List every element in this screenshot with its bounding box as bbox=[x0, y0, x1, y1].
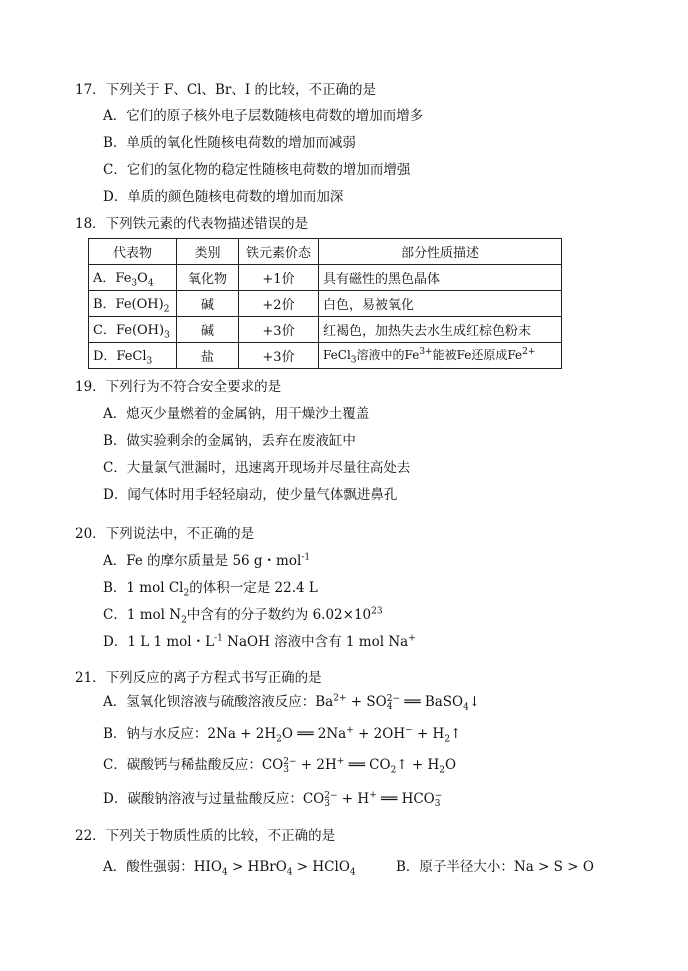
q21-stem: 21．下列反应的离子方程式书写正确的是 bbox=[75, 670, 322, 686]
table-cell: 具有磁性的黑色晶体 bbox=[319, 265, 562, 291]
table-cell: 白色，易被氧化 bbox=[319, 291, 562, 317]
table-cell: +3价 bbox=[239, 343, 319, 369]
q22-stem: 22．下列关于物质性质的比较，不正确的是 bbox=[75, 828, 336, 844]
q20-option-b: B．1 mol $Cl_2$的体积一定是 22.4 L bbox=[103, 580, 318, 599]
q21-option-c: C．碳酸钙与稀盐酸反应：CO2− 3 + 2H+ ══ $CO_2↑ + H_2O$ bbox=[103, 756, 457, 776]
q18-stem: 18．下列铁元素的代表物描述错误的是 bbox=[75, 216, 309, 232]
table-cell: +1价 bbox=[239, 265, 319, 291]
q17-option-b: B．单质的氧化性随核电荷数的增加而减弱 bbox=[103, 135, 356, 151]
q19-option-c: C．大量氯气泄漏时，迅速离开现场并尽量往高处去 bbox=[103, 460, 411, 476]
table-cell: 碱 bbox=[177, 291, 239, 317]
table-row bbox=[89, 317, 562, 343]
q19-option-d: D．闻气体时用手轻轻扇动，使少量气体飘进鼻孔 bbox=[103, 487, 398, 503]
q20-stem: 20．下列说法中，不正确的是 bbox=[75, 526, 255, 542]
q19-stem: 19．下列行为不符合安全要求的是 bbox=[75, 379, 282, 395]
table-cell: FeCl$_3$溶液中的$Fe^{3+}$能被Fe还原成$Fe^{2+}$ bbox=[319, 343, 562, 369]
table-cell: B．$Fe(OH)_2$ bbox=[89, 291, 177, 317]
q17-option-a: A．它们的原子核外电子层数随核电荷数的增加而增多 bbox=[103, 108, 424, 124]
q20-option-c: C．1 mol $N_2$中含有的分子数约为 $6.02\times 10^{23}$ bbox=[103, 606, 383, 626]
q22-option-a: A．酸性强弱：$HIO_4$ > HBrO$_4$ > HClO$_4$ bbox=[103, 859, 356, 878]
q21-option-d: D．碳酸钠溶液与过量盐酸反应：CO2− 3 + H+ ══ HCO− 3 bbox=[103, 790, 443, 809]
q18-table bbox=[88, 238, 562, 369]
table-row bbox=[89, 291, 562, 317]
q21-option-b: B．钠与水反应：$2Na + 2H_2O$ ══ $2Na^+ + 2OH^- + H_2↑$ bbox=[103, 725, 462, 745]
q20-option-d: D．1 L 1 mol・$L^{-1}$ NaOH 溶液中含有 1 mol Na+ bbox=[103, 633, 416, 650]
q17-option-c: C．它们的氢化物的稳定性随核电荷数的增加而增强 bbox=[103, 162, 411, 178]
table-cell: 氧化物 bbox=[177, 265, 239, 291]
q21-option-a: A．氢氧化钡溶液与硫酸溶液反应：$Ba^{2+} + SO2-$ 4 ══ BaSO$_4$↓ bbox=[103, 693, 481, 713]
q19-option-a: A．熄灭少量燃着的金属钠，用干燥沙土覆盖 bbox=[103, 406, 370, 422]
table-row bbox=[89, 265, 562, 291]
table-cell: +2价 bbox=[239, 291, 319, 317]
q17-option-d: D．单质的颜色随核电荷数的增加而加深 bbox=[103, 189, 344, 205]
table-cell: 红褐色，加热失去水生成红棕色粉末 bbox=[319, 317, 562, 343]
q22-option-b: B．原子半径大小：Na > S > O bbox=[396, 859, 594, 875]
table-cell: D．FeCl$_3$ bbox=[89, 343, 177, 369]
table-header-row bbox=[89, 239, 562, 265]
table-cell: A．$Fe_3O_4$ bbox=[89, 265, 177, 291]
header-cell: 代表物 bbox=[89, 239, 177, 265]
q17-stem: 17．下列关于 F、Cl、Br、I 的比较，不正确的是 bbox=[75, 82, 376, 98]
header-cell: 铁元素价态 bbox=[239, 239, 319, 265]
table-cell: C．$Fe(OH)_3$ bbox=[89, 317, 177, 343]
q19-option-b: B．做实验剩余的金属钠，丢弃在废液缸中 bbox=[103, 433, 356, 449]
header-cell: 部分性质描述 bbox=[319, 239, 562, 265]
q20-option-a: A．Fe 的摩尔质量是 56 g・mol$^{-1}$ bbox=[103, 552, 311, 569]
table-row bbox=[89, 343, 562, 369]
table-cell: 盐 bbox=[177, 343, 239, 369]
table-cell: +3价 bbox=[239, 317, 319, 343]
header-cell: 类别 bbox=[177, 239, 239, 265]
table-cell: 碱 bbox=[177, 317, 239, 343]
